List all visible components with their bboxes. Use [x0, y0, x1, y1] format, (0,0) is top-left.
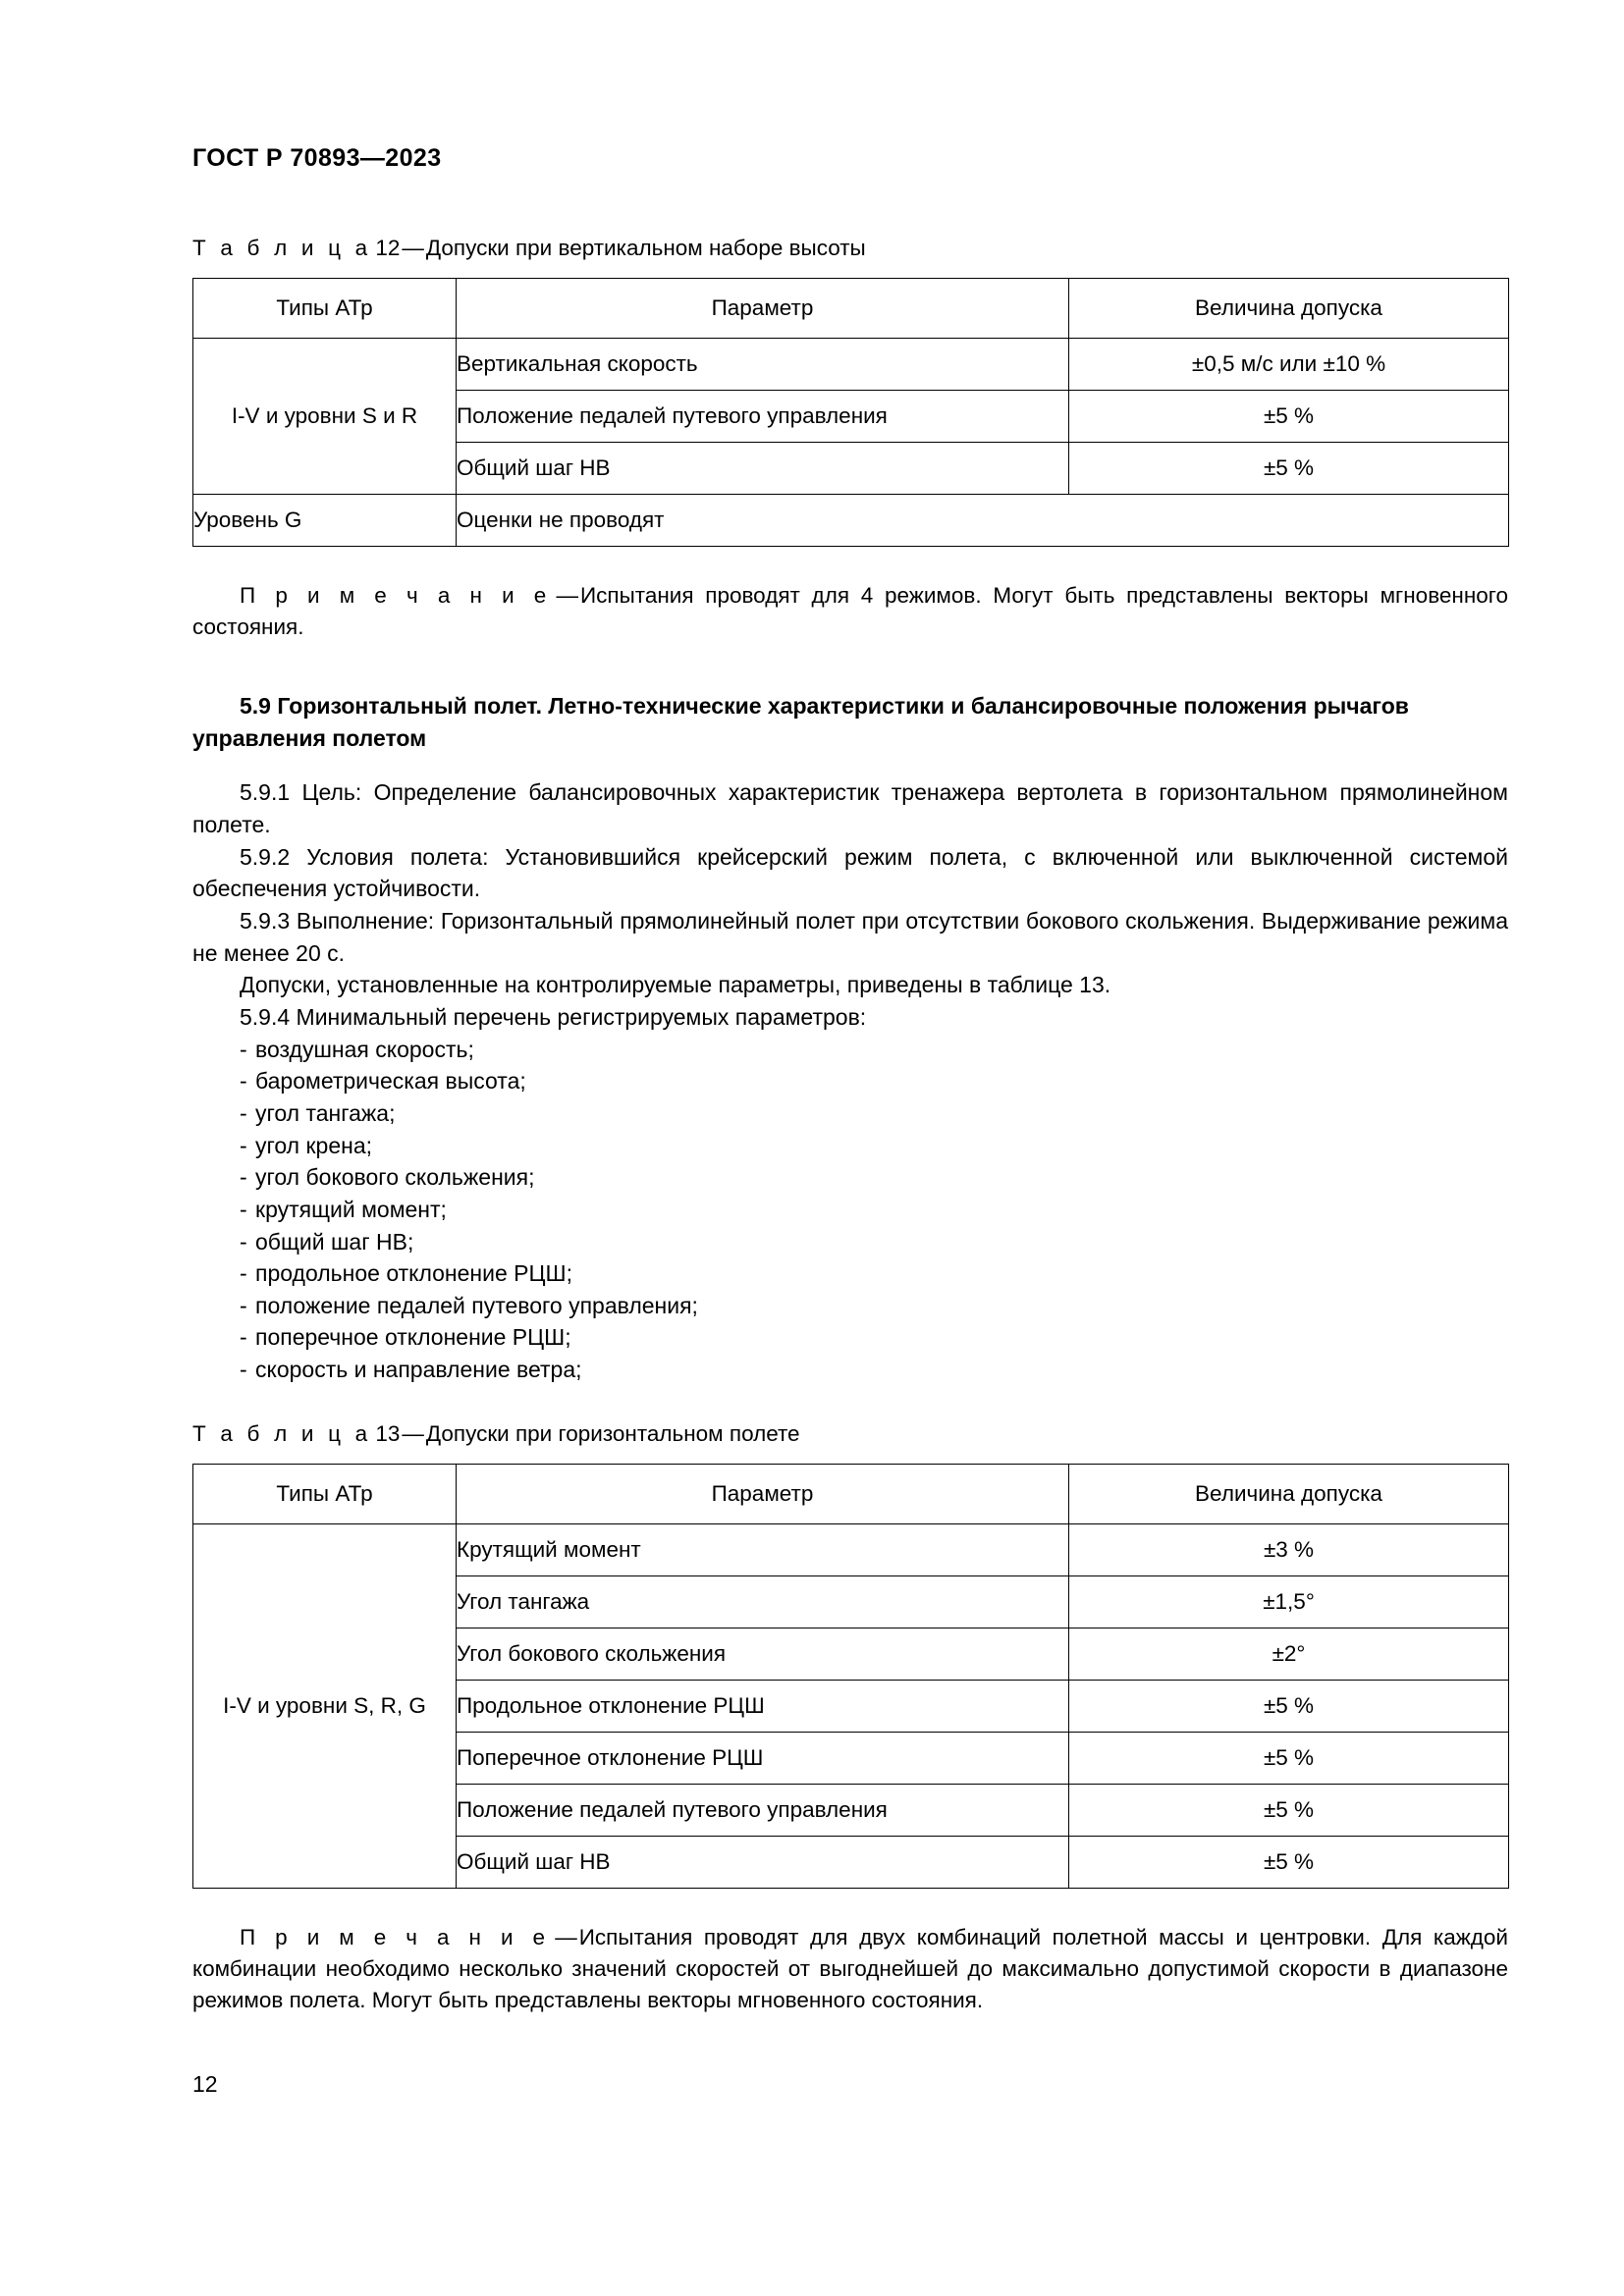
- paragraph-5-9-2: 5.9.2 Условия полета: Установившийся крейсерский режим полета, с включенной или выключенной системой обеспечения устойчивости.: [192, 843, 1508, 902]
- table-12-header-tolerance: Величина допуска: [1069, 278, 1509, 338]
- list-item: [192, 1065, 1508, 1097]
- table-13-header-row: [193, 1465, 1509, 1524]
- list-item: [192, 1097, 1508, 1130]
- paragraph-5-9-1: 5.9.1 Цель: Определение балансировочных характеристик тренажера вертолета в горизонтальном прямолинейном полете.: [192, 779, 1508, 837]
- table-13-tolerance: ±1,5°: [1069, 1576, 1509, 1629]
- list-item: [192, 1290, 1508, 1322]
- table-13-tolerance: ±5 %: [1069, 1837, 1509, 1889]
- list-item-label: общий шаг НВ;: [255, 1228, 414, 1255]
- table-12-caption-word: Т а б л и ц а: [192, 235, 372, 260]
- table-13-tolerance: ±5 %: [1069, 1785, 1509, 1837]
- list-item: [192, 1226, 1508, 1258]
- list-item-label: продольное отклонение РЦШ;: [255, 1260, 572, 1287]
- table-12-note-text: Испытания проводят для 4 режимов. Могут быть представлены векторы мгновенного состояния.: [192, 582, 1508, 639]
- table-12-note: [192, 580, 1508, 643]
- table-row: [193, 338, 1509, 390]
- table-13-param: Общий шаг НВ: [457, 1837, 1069, 1889]
- table-12-header-types: Типы АТр: [193, 278, 457, 338]
- table-13-note-label: П р и м е ч а н и е: [240, 1925, 550, 1950]
- table-12-tolerance: ±0,5 м/с или ±10 %: [1069, 338, 1509, 390]
- list-marker: -: [240, 1292, 247, 1318]
- table-12-tolerance: ±5 %: [1069, 390, 1509, 442]
- table-13-param: Угол бокового скольжения: [457, 1629, 1069, 1681]
- table-13-param: Положение педалей путевого управления: [457, 1785, 1069, 1837]
- table-13-note-dash: —: [555, 1925, 577, 1950]
- table-12-header-param: Параметр: [457, 278, 1069, 338]
- list-item-label: угол тангажа;: [255, 1099, 396, 1126]
- list-marker: -: [240, 1132, 247, 1158]
- table-13-tolerance: ±3 %: [1069, 1524, 1509, 1576]
- table-13-param: Поперечное отклонение РЦШ: [457, 1733, 1069, 1785]
- list-item-label: положение педалей путевого управления;: [255, 1292, 698, 1318]
- list-item: [192, 1354, 1508, 1386]
- table-13-tolerance: ±5 %: [1069, 1733, 1509, 1785]
- recorded-parameters-list: [192, 1034, 1508, 1386]
- table-13-tolerance: ±5 %: [1069, 1681, 1509, 1733]
- table-12-last-param: Оценки не проводят: [457, 494, 1509, 546]
- section-number: 5.9: [240, 692, 271, 719]
- page-content: [192, 145, 1508, 2016]
- table-13-header-param: Параметр: [457, 1465, 1069, 1524]
- table-12: [192, 278, 1509, 547]
- table-13: [192, 1464, 1509, 1889]
- table-13-caption-word: Т а б л и ц а: [192, 1420, 372, 1446]
- table-12-note-label: П р и м е ч а н и е: [240, 582, 551, 608]
- section-title: Горизонтальный полет. Летно-технические характеристики и балансировочные положения рычагов управления полетом: [192, 692, 1409, 751]
- table-13-note-text: Испытания проводят для двух комбинаций полетной массы и центровки. Для каждой комбинации необходимо несколько значений скоростей от выгоднейшей до максимально допустимой скорости в диапазоне режимов полета. Могут быть представлены векторы мгновенного состояния.: [192, 1925, 1508, 2012]
- table-13-caption-number: 13: [375, 1420, 401, 1446]
- list-item-label: воздушная скорость;: [255, 1036, 474, 1062]
- list-item: [192, 1034, 1508, 1066]
- list-item-label: угол крена;: [255, 1132, 373, 1158]
- table-12-last-types: Уровень G: [193, 494, 457, 546]
- table-13-caption: [192, 1419, 1508, 1448]
- list-item: [192, 1194, 1508, 1226]
- paragraph-5-9-3: 5.9.3 Выполнение: Горизонтальный прямолинейный полет при отсутствии бокового скольжения. Выдерживание режима не менее 20 с.: [192, 907, 1508, 966]
- table-row: [193, 1524, 1509, 1576]
- page-number: 12: [192, 2071, 218, 2097]
- list-item: [192, 1161, 1508, 1194]
- table-12-note-dash: —: [556, 582, 578, 608]
- paragraph-5-9-4: 5.9.4 Минимальный перечень регистрируемых параметров:: [240, 1003, 867, 1030]
- list-item-label: крутящий момент;: [255, 1196, 447, 1222]
- list-marker: -: [240, 1228, 247, 1255]
- table-13-caption-dash: —: [402, 1420, 424, 1446]
- list-marker: -: [240, 1164, 247, 1191]
- list-marker: -: [240, 1036, 247, 1062]
- paragraph-tolerances-ref: Допуски, установленные на контролируемые параметры, приведены в таблице 13.: [240, 972, 1111, 998]
- table-13-tolerance: ±2°: [1069, 1629, 1509, 1681]
- table-12-caption: [192, 234, 1508, 262]
- list-marker: -: [240, 1099, 247, 1126]
- list-marker: -: [240, 1068, 247, 1095]
- table-12-header-row: [193, 278, 1509, 338]
- table-12-param: Положение педалей путевого управления: [457, 390, 1069, 442]
- table-13-header-types: Типы АТр: [193, 1465, 457, 1524]
- table-13-param: Крутящий момент: [457, 1524, 1069, 1576]
- list-item: [192, 1321, 1508, 1354]
- spacer: [192, 1386, 1508, 1419]
- list-item-label: поперечное отклонение РЦШ;: [255, 1324, 571, 1351]
- list-marker: -: [240, 1357, 247, 1383]
- list-marker: -: [240, 1324, 247, 1351]
- table-13-header-tolerance: Величина допуска: [1069, 1465, 1509, 1524]
- table-12-group-label: I-V и уровни S и R: [193, 338, 457, 494]
- table-13-caption-title: Допуски при горизонтальном полете: [425, 1420, 800, 1446]
- list-item: [192, 1130, 1508, 1162]
- table-12-caption-dash: —: [402, 235, 424, 260]
- table-13-param: Угол тангажа: [457, 1576, 1069, 1629]
- section-heading: [192, 690, 1508, 756]
- table-12-param: Вертикальная скорость: [457, 338, 1069, 390]
- table-12-tolerance: ±5 %: [1069, 442, 1509, 494]
- list-item-label: барометрическая высота;: [255, 1068, 526, 1095]
- table-13-note: [192, 1922, 1508, 2016]
- table-12-param: Общий шаг НВ: [457, 442, 1069, 494]
- list-item: [192, 1257, 1508, 1290]
- list-item-label: скорость и направление ветра;: [255, 1357, 582, 1383]
- list-marker: -: [240, 1260, 247, 1287]
- table-13-group-label: I-V и уровни S, R, G: [193, 1524, 457, 1889]
- table-12-caption-title: Допуски при вертикальном наборе высоты: [425, 235, 866, 260]
- list-item-label: угол бокового скольжения;: [255, 1164, 535, 1191]
- list-marker: -: [240, 1196, 247, 1222]
- table-12-caption-number: 12: [375, 235, 401, 260]
- table-row: [193, 494, 1509, 546]
- table-13-param: Продольное отклонение РЦШ: [457, 1681, 1069, 1733]
- running-head: ГОСТ Р 70893—2023: [192, 144, 442, 172]
